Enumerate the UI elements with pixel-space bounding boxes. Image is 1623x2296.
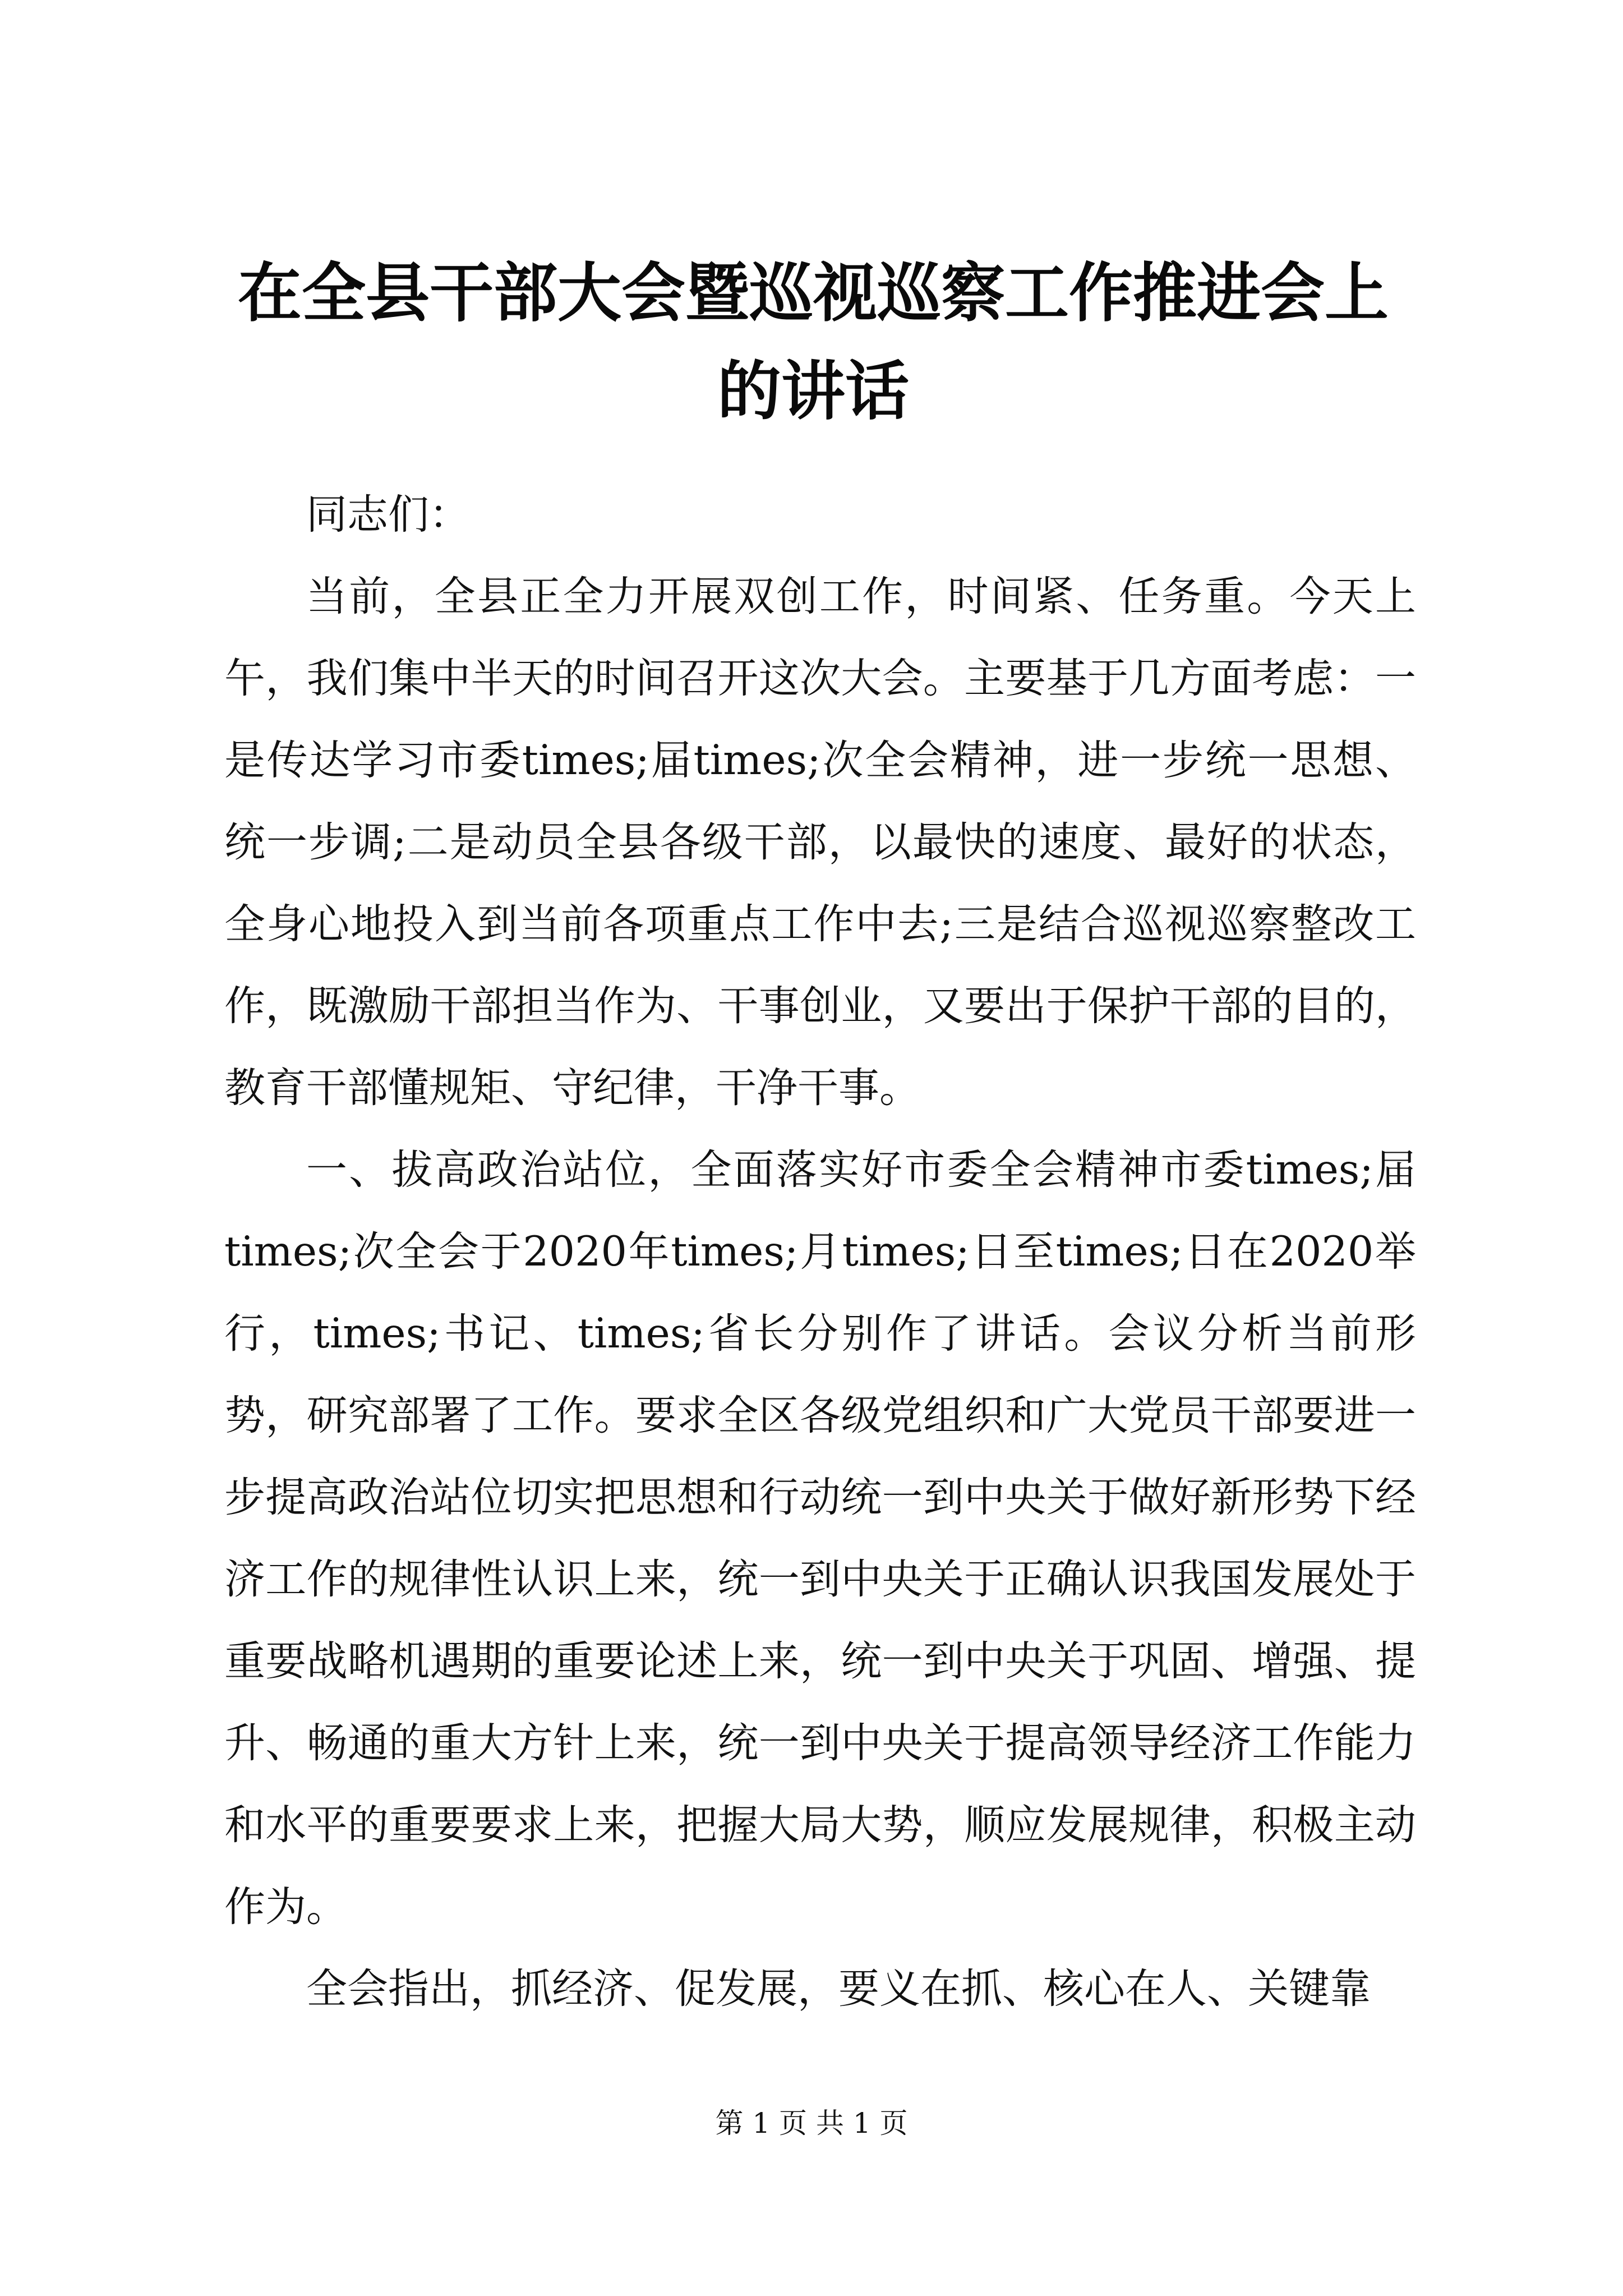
document-title: 在全县干部大会暨巡视巡察工作推进会上的讲话	[237, 255, 1389, 429]
section-one-paragraph: 一、拔高政治站位，全面落实好市委全会精神市委times;届times;次全会于2020年times;月times;日至times;日在2020举行，times;书记、times;省长分别作了讲话。会议分析当前形势，研究部署了工作。要求全区各级党组织和广大党员干部要进一步提高政治站位切实把思想和行动统一到中央关于做好新形势下经济工作的规律性认识上来，统一到中央关于正确认识我国发展处于重要战略机遇期的重要论述上来，统一到中央关于巩固、增强、提升、畅通的重大方针上来，统一到中央关于提高领导经济工作能力和水平的重要要求上来，把握大局大势，顺应发展规律，积极主动作为。	[224, 1146, 1416, 1931]
salutation-paragraph: 同志们：	[306, 491, 470, 539]
intro-paragraph: 当前，全县正全力开展双创工作，时间紧、任务重。今天上午，我们集中半天的时间召开这次大会。主要基于几方面考虑：一是传达学习市委times;届times;次全会精神，进一步统一思想、统一步调;二是动员全县各级干部，以最快的速度、最好的状态，全身心地投入到当前各项重点工作中去;三是结合巡视巡察整改工作，既激励干部担当作为、干事创业，又要出于保护干部的目的，教育干部懂规矩、守纪律，干净干事。	[224, 573, 1416, 1112]
page-footer: 第 1 页 共 1 页	[715, 2107, 908, 2139]
plenary-paragraph: 全会指出，抓经济、促发展，要义在抓、核心在人、关键靠	[306, 1965, 1371, 2013]
document-body	[224, 474, 1416, 2030]
